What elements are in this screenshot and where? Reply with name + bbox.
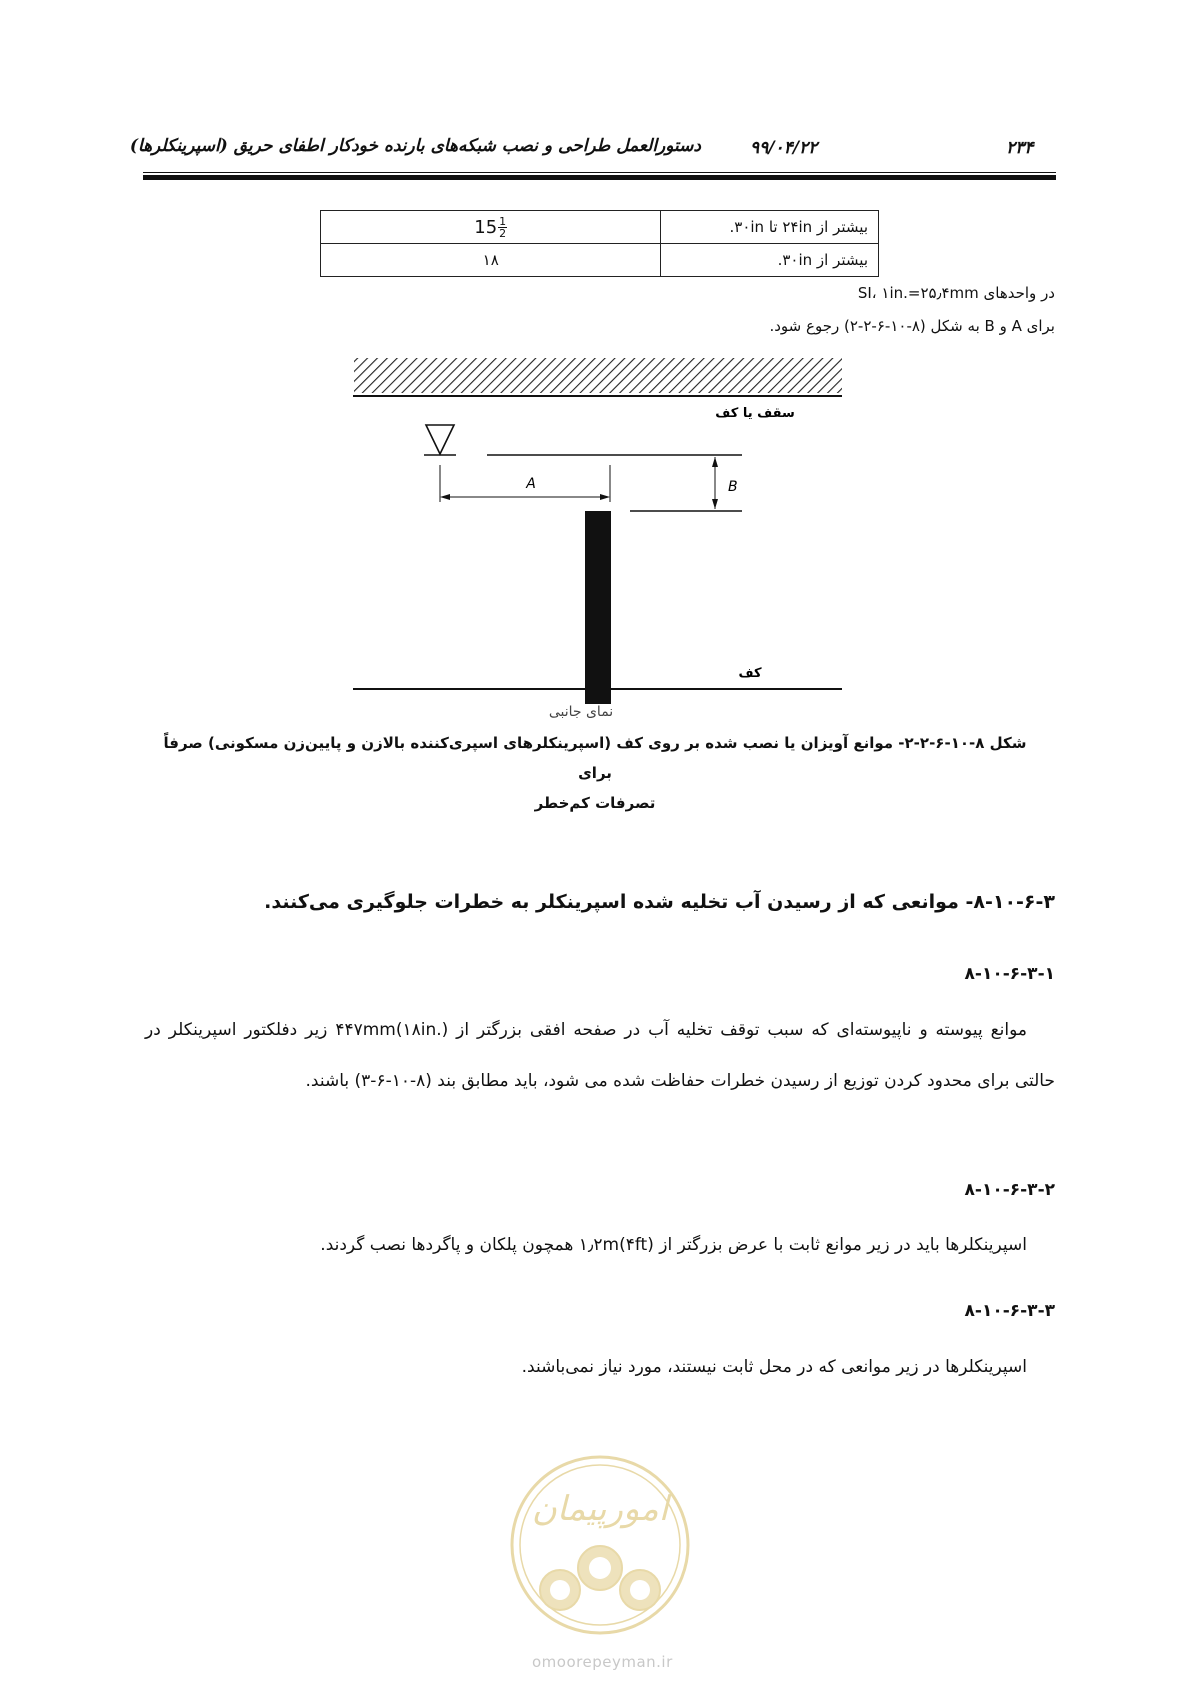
header-rule-thick <box>143 175 1056 180</box>
watermark-url: omoorepeyman.ir <box>532 1653 673 1671</box>
dimension-a-label: A <box>526 476 536 492</box>
dimension-b-label: B <box>728 479 738 495</box>
table-row <box>321 211 879 244</box>
view-label: نمای جانبی <box>548 704 614 720</box>
table-cell-condition: بیشتر از ۲۴in تا ۳۰in. <box>661 211 879 244</box>
arrow-up-icon <box>712 457 718 467</box>
section-heading: ۸-۱۰-۶-۳- موانعی که از رسیدن آب تخلیه شده اسپرینکلر به خطرات جلوگیری می‌کنند. <box>264 891 1055 913</box>
ceiling-label: سقف یا کف <box>715 406 795 421</box>
arrow-right-icon <box>600 494 610 500</box>
units-note: در واحدهای SI، ۱in.=۲۵٫۴mm <box>857 284 1055 302</box>
table-row <box>321 244 879 277</box>
subsection-text-3: اسپرینکلرها در زیر موانعی که در محل ثابت نیستند، مورد نیاز نمی‌باشند. <box>521 1357 1027 1377</box>
table-cell-value: 15 $\frac{1}{2}$ <box>321 211 661 244</box>
header-date: ۹۹/۰۴/۲۲ <box>750 138 818 158</box>
floor-label: کف <box>738 666 762 681</box>
subsection-text-2: اسپرینکلرها باید در زیر موانع ثابت با عرض بزرگتر از ۱٫۲m(۴ft) همچون پلکان و پاگردها نصب گردند. <box>320 1235 1027 1255</box>
header-rule-thin <box>143 172 1056 173</box>
ceiling-hatch <box>354 358 842 393</box>
subsection-number-1: ۸-۱۰-۶-۳-۱ <box>964 964 1055 984</box>
subsection-number-2: ۸-۱۰-۶-۳-۲ <box>964 1180 1055 1200</box>
clearance-table <box>320 210 879 277</box>
figure-caption-line-2: تصرفات کم‌خطر <box>534 794 656 812</box>
arrow-down-icon <box>712 499 718 509</box>
figure-reference-note: برای A و B به شکل (۸-۱۰-۶-۲-۲) رجوع شود. <box>769 317 1055 335</box>
header-title: دستورالعمل طراحی و نصب شبکه‌های بارنده خودکار اطفای حریق (اسپرینکلرها) <box>129 136 701 156</box>
obstruction-figure <box>350 355 850 725</box>
figure-caption <box>155 728 1035 818</box>
page-number: ۲۳۴ <box>1006 138 1034 158</box>
subsection-text-1: موانع پیوسته و ناپیوسته‌ای که سبب توقف تخلیه آب در صفحه افقی بزرگتر از ۴۴۷mm(۱۸in.) زیر دفلکتور اسپرینکلر در حالتی برای محدود کردن توزیع از رسیدن خطرات حفاظت شده می شود، باید مطابق بند (۸-۱۰-۶-۳) باشند. <box>145 1020 1055 1091</box>
deflector-triangle-icon <box>426 425 454 454</box>
arrow-left-icon <box>440 494 450 500</box>
figure-caption-line-1: شکل ۸-۱۰-۶-۲-۲- موانع آویزان یا نصب شده بر روی کف (اسپرینکلرهای اسپری‌کننده بالازن و پایین‌زن مسکونی) صرفاً برای <box>163 734 1027 782</box>
watermark-seal-logo <box>505 1450 695 1650</box>
watermark-logo-text: امورپیمان <box>531 1489 669 1529</box>
fraction: $\frac{1}{2}$ <box>499 214 507 240</box>
table-cell-condition: بیشتر از ۳۰in. <box>661 244 879 277</box>
obstruction-post <box>585 511 611 704</box>
table-cell-value: ۱۸ <box>321 244 661 277</box>
subsection-number-3: ۸-۱۰-۶-۳-۳ <box>964 1301 1055 1321</box>
